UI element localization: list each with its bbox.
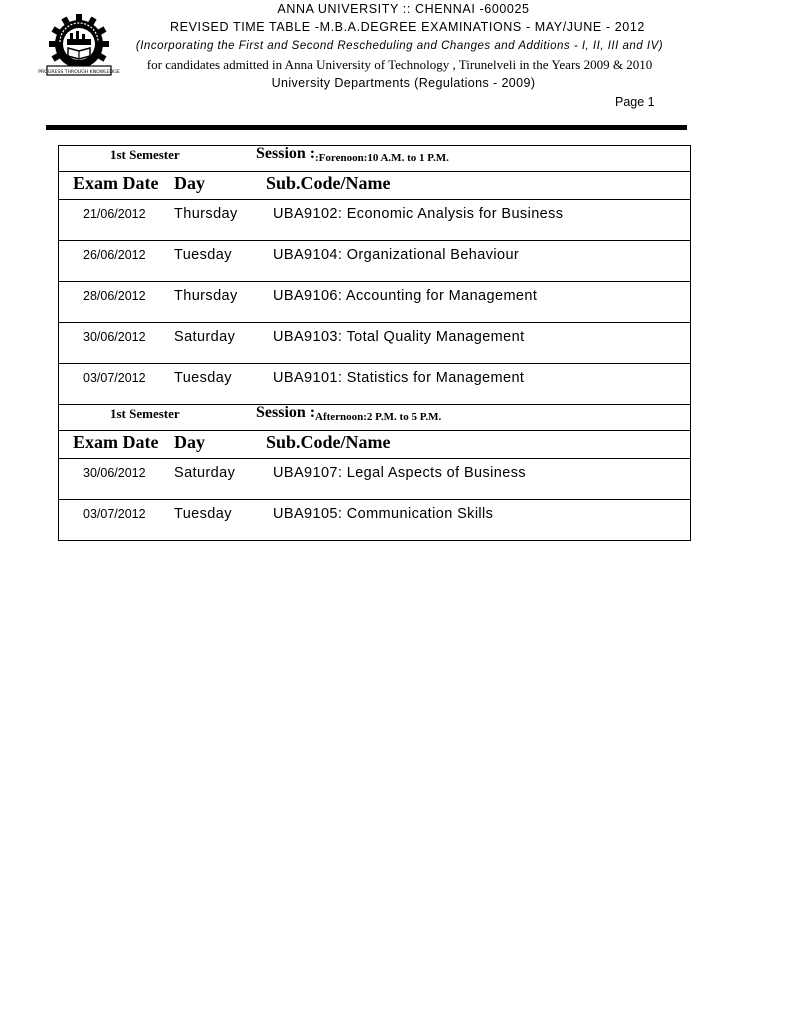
exam-date: 21/06/2012 — [83, 207, 146, 221]
subject: UBA9103: Total Quality Management — [273, 329, 525, 345]
session-time: :Forenoon:10 A.M. to 1 P.M. — [315, 152, 449, 164]
column-header-subject: Sub.Code/Name — [266, 432, 391, 452]
candidates-line: for candidates admitted in Anna University of Technology , Tirunelveli in the Years 2009 & 2010 — [146, 57, 653, 72]
exam-day: Tuesday — [174, 247, 232, 263]
subject: UBA9102: Economic Analysis for Business — [273, 206, 564, 222]
table-row — [59, 323, 690, 364]
subject: UBA9106: Accounting for Management — [273, 288, 538, 304]
exam-day: Saturday — [174, 465, 236, 481]
exam-date: 03/07/2012 — [83, 371, 146, 385]
semester-label: 1st Semester — [110, 406, 180, 421]
exam-day: Tuesday — [174, 370, 232, 386]
exam-day: Tuesday — [174, 506, 232, 522]
session-label: Session : — [256, 145, 316, 162]
session-label: Session : — [256, 404, 316, 421]
exam-day: Thursday — [174, 288, 238, 304]
university-name: ANNA UNIVERSITY :: CHENNAI -600025 — [277, 2, 530, 16]
table-row — [59, 459, 690, 500]
exam-date: 30/06/2012 — [83, 330, 146, 344]
table-row — [59, 241, 690, 282]
subject: UBA9105: Communication Skills — [273, 506, 494, 522]
exam-day: Saturday — [174, 329, 236, 345]
page-number: Page 1 — [615, 95, 655, 109]
table-row — [59, 364, 690, 405]
session-header — [59, 146, 690, 172]
session-header — [59, 405, 690, 431]
semester-label: 1st Semester — [110, 147, 180, 162]
exam-date: 03/07/2012 — [83, 507, 146, 521]
departments-line: University Departments (Regulations - 2009) — [271, 76, 536, 90]
timetable — [58, 145, 691, 541]
subject: UBA9107: Legal Aspects of Business — [273, 465, 526, 481]
column-header-day: Day — [174, 173, 205, 193]
timetable-title: REVISED TIME TABLE -M.B.A.DEGREE EXAMINATIONS - MAY/JUNE - 2012 — [170, 20, 645, 34]
column-header-day: Day — [174, 432, 205, 452]
svg-text:PROGRESS THROUGH KNOWLEDGE: PROGRESS THROUGH KNOWLEDGE — [38, 70, 120, 75]
timetable-note: (Incorporating the First and Second Rescheduling and Changes and Additions - I, II, III and IV) — [135, 40, 664, 52]
column-header-row — [59, 431, 690, 459]
subject: UBA9104: Organizational Behaviour — [273, 247, 520, 263]
subject: UBA9101: Statistics for Management — [273, 370, 525, 386]
column-header-date: Exam Date — [73, 173, 159, 193]
exam-day: Thursday — [174, 206, 238, 222]
table-row — [59, 500, 690, 540]
table-row — [59, 282, 690, 323]
exam-date: 30/06/2012 — [83, 466, 146, 480]
column-header-date: Exam Date — [73, 432, 159, 452]
table-row — [59, 200, 690, 241]
column-header-subject: Sub.Code/Name — [266, 173, 391, 193]
exam-date: 26/06/2012 — [83, 248, 146, 262]
column-header-row — [59, 172, 690, 200]
header-divider — [46, 125, 687, 130]
exam-date: 28/06/2012 — [83, 289, 146, 303]
session-time: Afternoon:2 P.M. to 5 P.M. — [315, 411, 442, 423]
